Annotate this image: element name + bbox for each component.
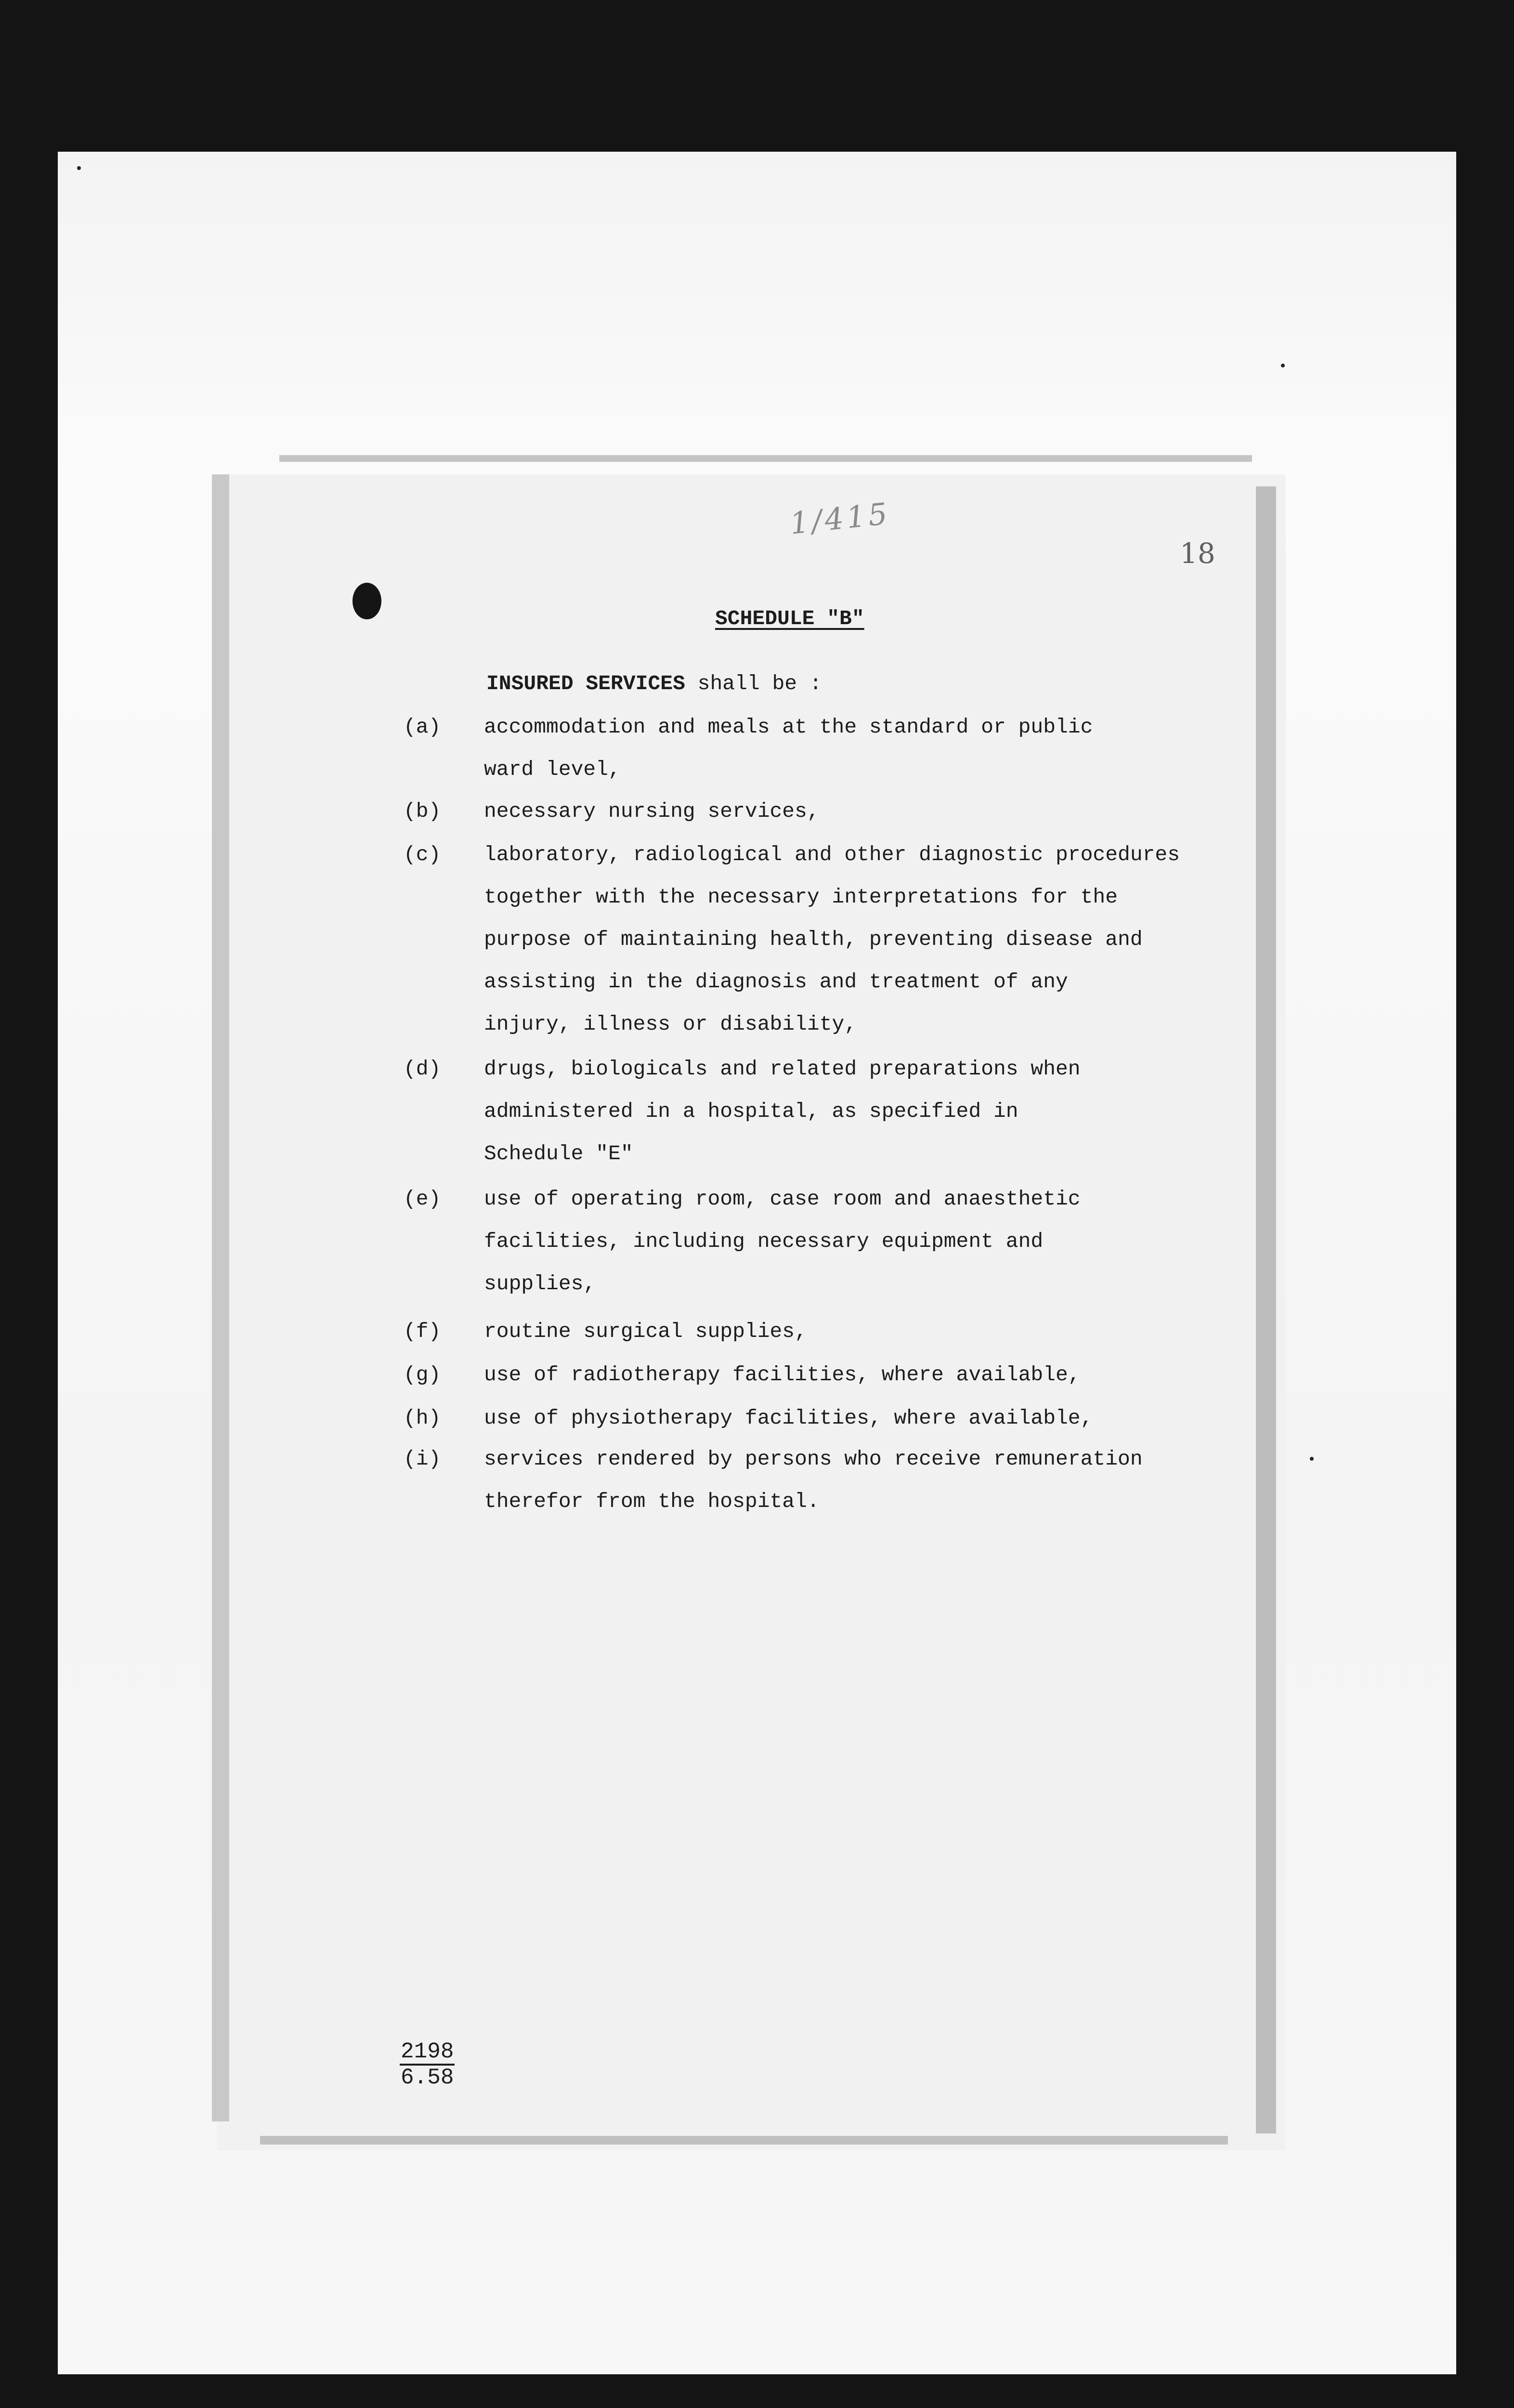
item-label: (b): [404, 799, 441, 823]
item-text-line: together with the necessary interpretations for the: [484, 885, 1118, 909]
item-text-line: administered in a hospital, as specified in: [484, 1099, 1018, 1123]
item-text-line: laboratory, radiological and other diagnostic procedures: [484, 843, 1180, 866]
item-text-line: assisting in the diagnosis and treatment of any: [484, 970, 1068, 994]
item-label: (a): [404, 715, 441, 739]
item-label: (e): [404, 1187, 441, 1211]
form-number-top: 2198: [400, 2040, 455, 2066]
intro-lead: INSURED SERVICES: [486, 672, 685, 695]
item-text-line: Schedule "E": [484, 1142, 633, 1165]
intro-line: [486, 672, 822, 695]
item-text-line: purpose of maintaining health, preventing disease and: [484, 928, 1143, 951]
item-label: (f): [404, 1320, 441, 1343]
sheet-edge-left: [212, 474, 229, 2121]
item-text-line: use of physiotherapy facilities, where available,: [484, 1406, 1093, 1430]
item-label: (c): [404, 843, 441, 866]
handwritten-note: 1/415: [788, 496, 892, 541]
item-text-line: drugs, biologicals and related preparations when: [484, 1057, 1081, 1081]
item-label: (h): [404, 1406, 441, 1430]
item-text-line: ward level,: [484, 758, 621, 781]
item-text-line: supplies,: [484, 1272, 596, 1296]
schedule-title: SCHEDULE "B": [715, 607, 864, 630]
item-label: (g): [404, 1363, 441, 1387]
item-text-line: therefor from the hospital.: [484, 1490, 820, 1513]
form-number-bottom: 6.58: [401, 2065, 454, 2090]
item-text-line: necessary nursing services,: [484, 799, 820, 823]
item-text-line: facilities, including necessary equipment and: [484, 1230, 1044, 1253]
item-label: (i): [404, 1447, 441, 1471]
item-text-line: use of operating room, case room and anaesthetic: [484, 1187, 1081, 1211]
intro-rest: shall be :: [685, 672, 822, 695]
sheet-edge-bottom: [260, 2136, 1228, 2145]
item-text-line: routine surgical supplies,: [484, 1320, 807, 1343]
sheet-edge-right: [1256, 486, 1276, 2133]
item-text-line: accommodation and meals at the standard or public: [484, 715, 1093, 739]
punch-hole: [352, 583, 381, 619]
item-text-line: injury, illness or disability,: [484, 1012, 857, 1036]
page-number: 18: [1180, 537, 1215, 570]
item-text-line: use of radiotherapy facilities, where available,: [484, 1363, 1081, 1387]
item-label: (d): [404, 1057, 441, 1081]
form-number: [400, 2040, 455, 2090]
sheet-edge-top: [279, 455, 1252, 462]
item-text-line: services rendered by persons who receive remuneration: [484, 1447, 1143, 1471]
